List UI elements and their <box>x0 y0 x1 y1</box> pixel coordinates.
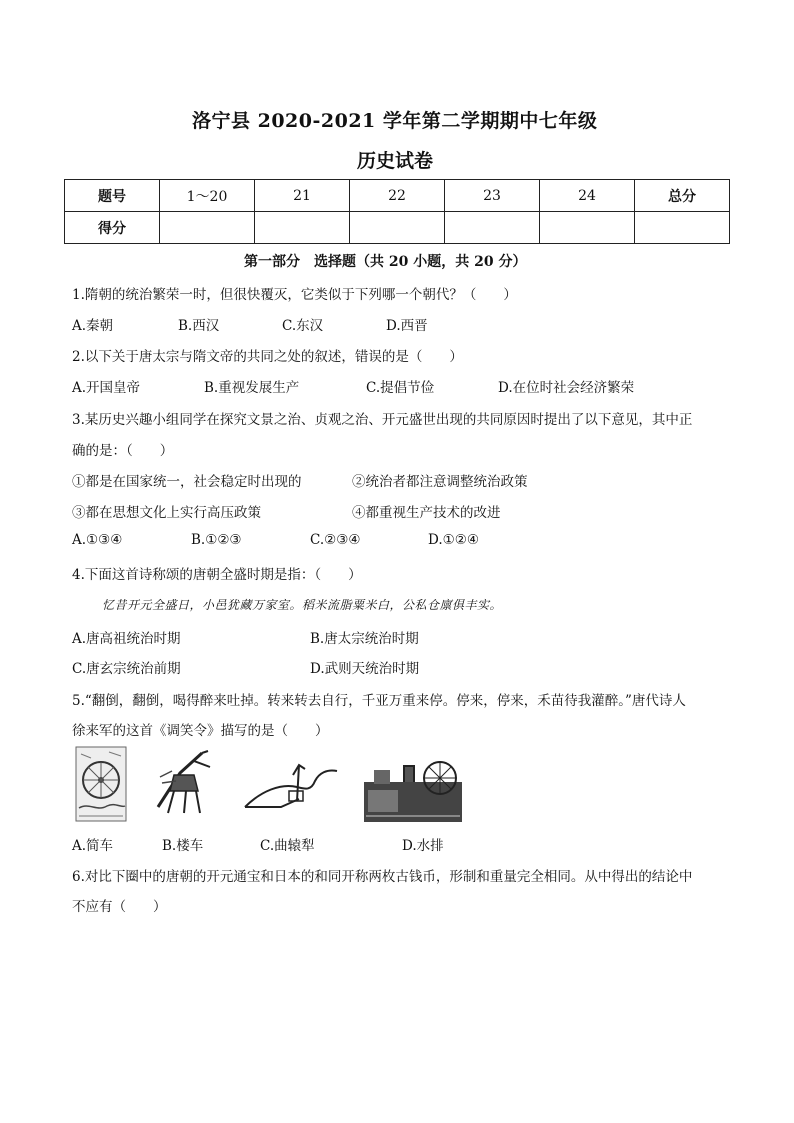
question-2-option: A.开国皇帝 <box>72 380 141 396</box>
question-6-stem: 不应有（ ） <box>72 899 167 915</box>
score-input-cell[interactable] <box>445 212 540 244</box>
question-2-option: B.重视发展生产 <box>204 380 300 396</box>
question-3-item: ③都在思想文化上实行高压政策 <box>72 505 261 521</box>
water-wheel-tongche-illustration <box>75 746 127 822</box>
question-3-stem: 确的是：（ ） <box>72 443 174 459</box>
question-3-option: A.①③④ <box>72 532 123 548</box>
question-4-option: C.唐玄宗统治前期 <box>72 661 181 677</box>
question-2-stem: 2.以下关于唐太宗与隋文帝的共同之处的叙述，错误的是（ ） <box>72 349 463 365</box>
score-table-cell: 1～20 <box>160 180 255 212</box>
question-3-item: ②统治者都注意调整统治政策 <box>352 474 528 490</box>
score-table-cell: 总分 <box>635 180 730 212</box>
score-table-cell: 得分 <box>65 212 160 244</box>
question-3-option: B.①②③ <box>191 532 242 548</box>
question-4-option: D.武则天统治时期 <box>310 661 420 677</box>
question-4-poem: 忆昔开元全盛日，小邑犹藏万家室。稻米流脂粟米白，公私仓廪俱丰实。 <box>102 598 503 612</box>
question-1-option: C.东汉 <box>282 318 324 334</box>
question-6-stem: 6.对比下圈中的唐朝的开元通宝和日本的和同开称两枚古钱币，形制和重量完全相同。从中得出的结论中 <box>72 869 693 885</box>
question-2-option: D.在位时社会经济繁荣 <box>498 380 635 396</box>
question-3-item: ①都是在国家统一，社会稳定时出现的 <box>72 474 302 490</box>
score-table-score-row <box>65 212 730 244</box>
score-table-cell: 22 <box>350 180 445 212</box>
score-input-cell[interactable] <box>540 212 635 244</box>
score-table <box>64 179 730 244</box>
question-4-stem: 4.下面这首诗称颂的唐朝全盛时期是指：（ ） <box>72 567 362 583</box>
question-5-option: A.简车 <box>72 838 114 854</box>
question-1-option: B.西汉 <box>178 318 220 334</box>
question-5-option: D.水排 <box>402 838 444 854</box>
question-5-option: B.楼车 <box>162 838 204 854</box>
question-1-option: A.秦朝 <box>72 318 114 334</box>
score-table-cell: 24 <box>540 180 635 212</box>
question-1-option: D.西晋 <box>386 318 428 334</box>
section-title: 第一部分 选择题（共 20 小题，共 20 分） <box>244 254 527 270</box>
seed-drill-louche-illustration <box>150 747 214 817</box>
score-table-header-row <box>65 180 730 212</box>
score-table-cell: 题号 <box>65 180 160 212</box>
question-4-option: A.唐高祖统治时期 <box>72 631 181 647</box>
question-3-item: ④都重视生产技术的改进 <box>352 505 501 521</box>
question-5-stem: 徐来军的这首《调笑令》描写的是（ ） <box>72 723 329 739</box>
question-3-stem: 3.某历史兴趣小组同学在探究文景之治、贞观之治、开元盛世出现的共同原因时提出了以下意见，其中正 <box>72 412 693 428</box>
exam-title: 洛宁县 2020-2021 学年第二学期期中七年级 <box>192 110 598 132</box>
score-input-cell[interactable] <box>350 212 445 244</box>
water-bellows-shuipai-illustration <box>364 760 462 822</box>
question-3-option: C.②③④ <box>310 532 361 548</box>
score-input-cell[interactable] <box>160 212 255 244</box>
score-input-cell[interactable] <box>255 212 350 244</box>
score-input-cell[interactable] <box>635 212 730 244</box>
question-2-option: C.提倡节俭 <box>366 380 435 396</box>
question-3-option: D.①②④ <box>428 532 479 548</box>
question-1-stem: 1.隋朝的统治繁荣一时，但很快覆灭，它类似于下列哪一个朝代？（ ） <box>72 287 517 303</box>
score-table-cell: 21 <box>255 180 350 212</box>
question-4-option: B.唐太宗统治时期 <box>310 631 419 647</box>
question-5-stem: 5.“翻倒，翻倒，喝得醉来吐掉。转来转去自行，千亚万重来停。停来，停来，禾苗待我灌醉。”唐代诗人 <box>72 693 686 709</box>
exam-subtitle: 历史试卷 <box>357 150 434 172</box>
curved-plough-illustration <box>241 761 341 813</box>
question-5-option: C.曲辕犁 <box>260 838 315 854</box>
score-table-cell: 23 <box>445 180 540 212</box>
